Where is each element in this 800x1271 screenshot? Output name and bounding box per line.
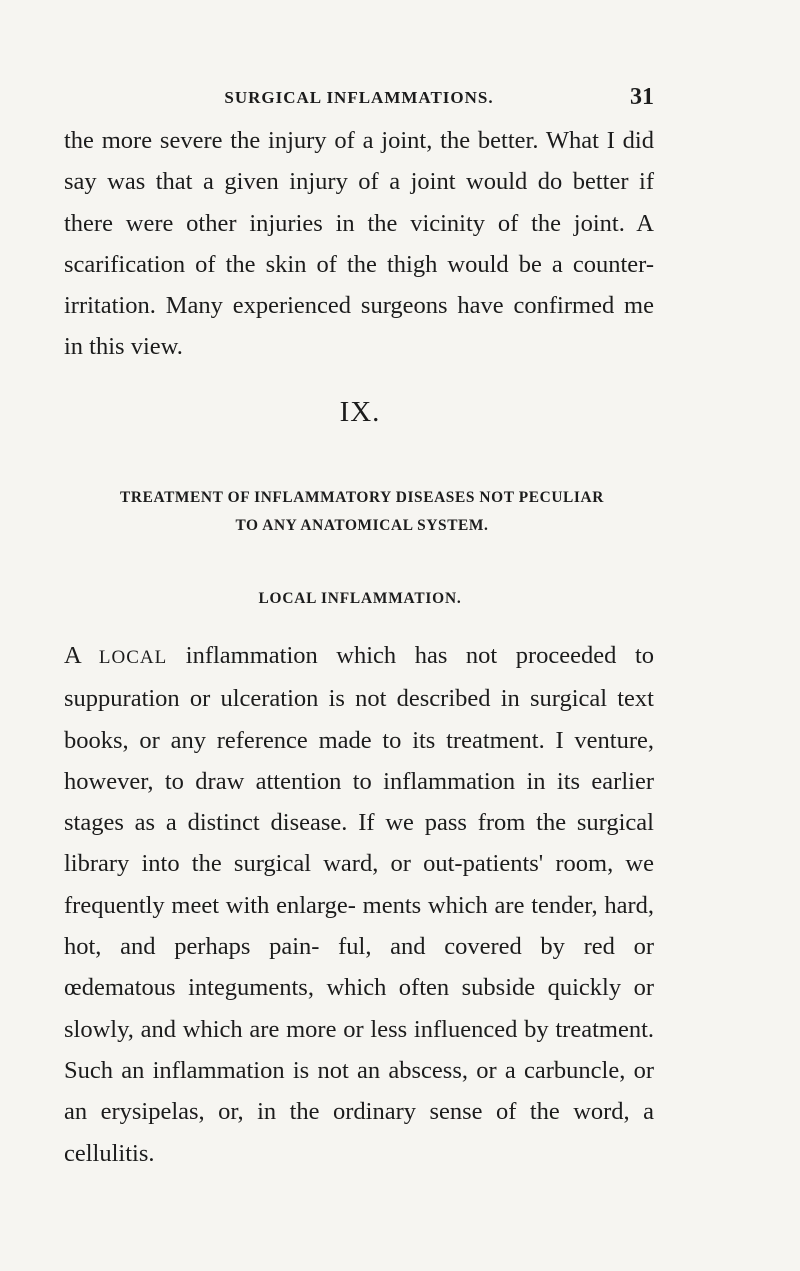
chapter-title	[64, 484, 660, 540]
chapter-title-line-1: TREATMENT OF INFLAMMATORY DISEASES NOT PECULIAR	[120, 489, 604, 506]
paragraph-body: inflammation which has not proceeded to suppuration or ulceration is not described in surgical text books, or any reference made to its treatment. I venture, however, to draw attention to inflammation in its earlier stages as a distinct disease. If we pass from the surgical library into the surgical ward, or out-patients' room, we frequently meet with enlarge- ments which are tender, hard, hot, and perhaps pain- ful, and covered by red or œdematous integuments, which often subside quickly or slowly, and which are more or less influenced by treatment. Such an inflammation is not an abscess, or a carbuncle, or an erysipelas, or, in the ordinary sense of the word, a cellulitis.	[64, 642, 655, 1167]
section-title: LOCAL INFLAMMATION.	[258, 590, 462, 607]
lead-word: A	[64, 642, 81, 669]
page-number: 31	[630, 84, 654, 110]
running-head	[64, 84, 654, 114]
chapter-title-line-2: TO ANY ANATOMICAL SYSTEM.	[235, 517, 489, 534]
running-title: SURGICAL INFLAMMATIONS.	[224, 88, 494, 107]
smallcaps-word: LOCAL	[98, 647, 168, 668]
paragraph-continued: the more severe the injury of a joint, the better. What I did say was that a given injury of a joint would do better if there were other injuries in the vicinity of the joint. A scarification of the skin of the thigh would be a counter-irritation. Many experienced surgeons have confirmed me in this view.	[64, 127, 654, 361]
chapter-numeral: IX.	[339, 396, 381, 428]
paragraph-local-inflammation	[64, 635, 654, 1174]
